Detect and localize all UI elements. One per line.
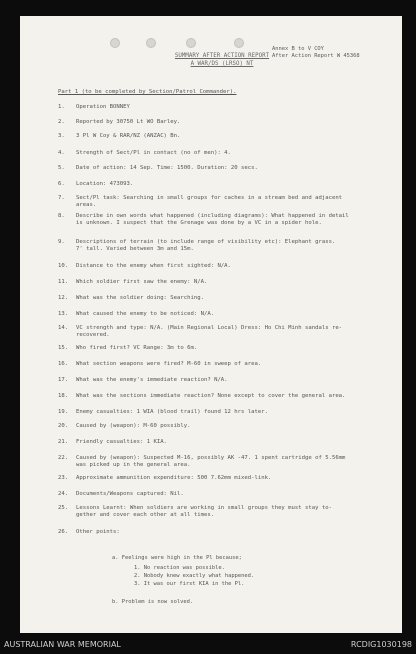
item-number: 21. <box>58 439 69 445</box>
punch-hole <box>146 38 156 48</box>
item-text: Strength of Sect/Pl in contact (no of men): 4. <box>76 150 231 156</box>
item-text: Describe in own words what happened (including diagrams): What happened in detail <box>76 213 349 219</box>
report-item <box>58 239 335 253</box>
punch-hole <box>234 38 244 48</box>
item-text: Location: 473093. <box>76 181 134 187</box>
report-item <box>58 295 204 302</box>
report-item <box>58 104 130 111</box>
other-point-a-1: 1. No reaction was possible. <box>134 565 225 571</box>
item-text: Distance to the enemy when first sighted: N/A. <box>76 263 231 269</box>
report-item <box>58 325 342 339</box>
item-text: 3 Pl W Coy & RAR/NZ (ANZAC) Bn. <box>76 133 181 139</box>
item-number: 6. <box>58 181 65 187</box>
annex-line: After Action Report W 45368 <box>272 53 360 60</box>
item-number: 5. <box>58 165 65 171</box>
item-text: Documents/Weapons captured: Nil. <box>76 491 184 497</box>
item-number: 13. <box>58 311 69 317</box>
item-text: VC strength and type: N/A. (Main Regional Local) Dress: Ho Chi Minh sandals re- <box>76 325 343 331</box>
item-number: 20. <box>58 423 69 429</box>
item-number: 7. <box>58 195 65 201</box>
annex-line: Annex B to V COY <box>272 46 324 52</box>
other-point-a-3: 3. It was our first KIA in the Pl. <box>134 581 245 587</box>
item-text: Descriptions of terrain (to include range of visibility etc): Elephant grass. <box>76 239 336 245</box>
report-item <box>58 119 180 126</box>
item-number: 8. <box>58 213 65 219</box>
title-line: SUMMARY AFTER ACTION REPORT <box>174 53 270 59</box>
item-number: 18. <box>58 393 69 399</box>
report-item <box>58 491 184 498</box>
report-item <box>58 475 271 482</box>
part-heading: Part 1 (to be completed by Section/Patrol Commander). <box>58 89 237 95</box>
punch-hole <box>186 38 196 48</box>
item-text: 7' tall. Varied between 3m and 15m. <box>76 246 194 252</box>
item-text: Caused by (weapon): M-60 possibly. <box>76 423 191 429</box>
report-item <box>58 455 345 469</box>
item-text: Approximate ammunition expenditure: 500 7.62mm mixed-link. <box>76 475 272 481</box>
report-item <box>58 393 345 400</box>
footer-source: AUSTRALIAN WAR MEMORIAL <box>4 640 121 649</box>
item-text: Date of action: 14 Sep. Time: 1500. Duration: 20 secs. <box>76 165 258 171</box>
footer-id: RCDIG1030198 <box>350 640 412 649</box>
item-text: recovered. <box>76 332 110 338</box>
report-item <box>58 409 268 416</box>
document-title <box>152 52 292 68</box>
item-number: 23. <box>58 475 69 481</box>
item-text: Which soldier first saw the enemy: N/A. <box>76 279 208 285</box>
item-text: What was the sections immediate reaction? None except to cover the general area. <box>76 393 346 399</box>
item-number: 14. <box>58 325 69 331</box>
item-text: Friendly casualties: 1 KIA. <box>76 439 167 445</box>
item-number: 4. <box>58 150 65 156</box>
item-number: 9. <box>58 239 65 245</box>
report-item <box>58 263 231 270</box>
punch-hole <box>110 38 120 48</box>
report-item <box>58 213 349 227</box>
item-number: 17. <box>58 377 69 383</box>
item-number: 2. <box>58 119 65 125</box>
item-text: What section weapons were fired? M-60 in sweep of area. <box>76 361 262 367</box>
footer-bar <box>0 637 416 654</box>
item-number: 22. <box>58 455 69 461</box>
other-point-a-2: 2. Nobody knew exactly what happened. <box>134 573 255 579</box>
item-text: Sect/Pl task: Searching in small groups for caches in a stream bed and adjacent <box>76 195 343 201</box>
item-number: 16. <box>58 361 69 367</box>
report-item <box>58 195 342 209</box>
item-number: 1. <box>58 104 65 110</box>
item-text: Enemy casualties: 1 WIA (blood trail) found 12 hrs later. <box>76 409 268 415</box>
report-item <box>58 181 133 188</box>
item-text: Reported by 30750 Lt WO Barley. <box>76 119 181 125</box>
item-number: 10. <box>58 263 69 269</box>
item-text: areas. <box>76 202 97 208</box>
item-text: Lessons Learnt: When soldiers are working in small groups they must stay to- <box>76 505 332 511</box>
item-text: was picked up in the general area. <box>76 462 191 468</box>
item-text: Who fired first? VC Range: 3m to 6m. <box>76 345 198 351</box>
item-text: What was the enemy's immediate reaction? N/A. <box>76 377 228 383</box>
item-text: Other points: <box>76 529 120 535</box>
report-item <box>58 377 228 384</box>
item-text: gether and cover each other at all times. <box>76 512 215 518</box>
other-point-a: a. Feelings were high in the Pl because; <box>112 555 242 561</box>
report-item <box>58 345 197 352</box>
item-number: 15. <box>58 345 69 351</box>
other-point-b: b. Problem is now solved. <box>112 599 194 605</box>
item-number: 11. <box>58 279 69 285</box>
item-text: Caused by (weapon): Suspected M-16, possibly AK -47. 1 spent cartridge of 5.56mm <box>76 455 346 461</box>
report-item <box>58 439 167 446</box>
title-line: A WAR/DS (LRSO) NT <box>190 61 254 67</box>
report-item <box>58 311 214 318</box>
item-number: 3. <box>58 133 65 139</box>
report-item <box>58 165 258 172</box>
item-number: 26. <box>58 529 69 535</box>
report-item <box>58 279 207 286</box>
report-item <box>58 423 191 430</box>
report-item <box>58 133 180 140</box>
item-number: 19. <box>58 409 69 415</box>
report-item <box>58 150 231 157</box>
item-number: 24. <box>58 491 69 497</box>
report-item <box>58 361 261 368</box>
item-text: What caused the enemy to be noticed: N/A. <box>76 311 215 317</box>
item-text: is unknown. I suspect that the Grenage was done by a VC in a spider hole. <box>76 220 322 226</box>
item-text: What was the soldier doing: Searching. <box>76 295 204 301</box>
item-number: 12. <box>58 295 69 301</box>
item-text: Operation BONNEY <box>76 104 130 110</box>
item-number: 25. <box>58 505 69 511</box>
report-item <box>58 505 332 519</box>
report-item <box>58 529 120 536</box>
